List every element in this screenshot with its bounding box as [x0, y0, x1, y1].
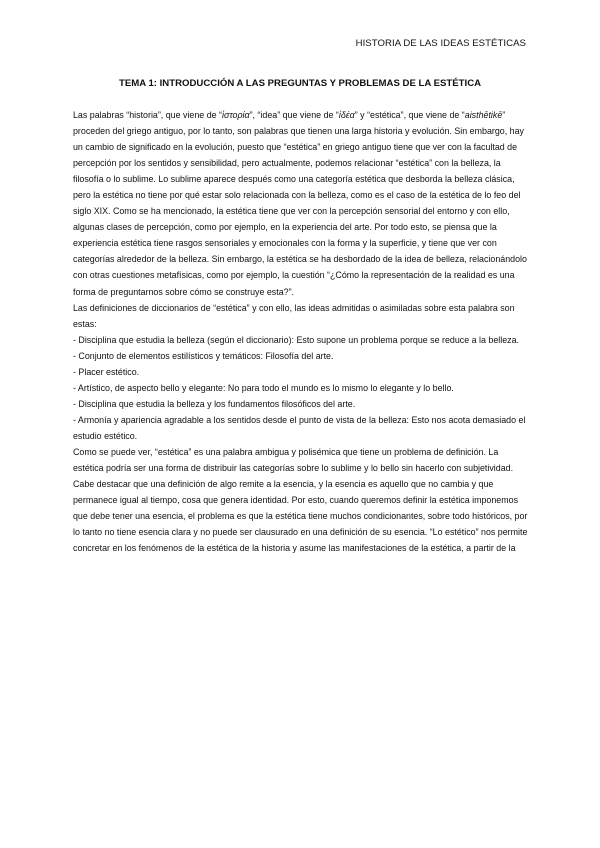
- closing-paragraph: Como se puede ver, “estética” es una palabra ambigua y polisémica que tiene un problema de definición. La estética podría ser una forma de distribuir las categorías sobre lo sublime y lo bello sin hacerlo con subjetividad. Cabe destacar que una definición de algo remite a la esencia, y la esencia es aquello que no cambia y que permanece igual al tiempo, cosa que genera identidad. Por esto, cuando queremos definir la estética imponemos que debe tener una esencia, el problema es que la estética tiene muchos condicionantes, sobre todo históricos, por lo tanto no tiene esencia clara y no puede ser clausurado en una definición de su esencia. “Lo estético” nos permite concretar en los fenómenos de la estética de la historia y asume las manifestaciones de la estética, a partir de la: [73, 446, 528, 554]
- greek-word-historia: ἱστορία: [222, 110, 250, 120]
- definition-item: - Disciplina que estudia la belleza (según el diccionario): Esto supone un problema porque se reduce a la belleza.: [73, 334, 519, 345]
- intro-text-part-4: ” proceden del griego antiguo, por lo tanto, son palabras que tienen una larga historia y evolución. Sin embargo, hay un cambio de significado en la evolución, puesto que “estética” en griego antiguo tiene que ver con la facultad de percepción por los sentidos y sensibilidad, pero actualmente, podemos relacionar “estética” con la belleza, la filosofía o lo sublime. Lo sublime aparece después como una categoría estética que desborda la belleza clásica, pero la estética no tiene por qué estar solo relacionada con la belleza, como es el caso de la estética de lo feo del siglo XIX. Como se ha mencionado, la estética tiene que ver con la percepción sensorial del entorno y con ello, algunas clases de percepción, como por ejemplo, en la experiencia del arte. Por todo esto, se piensa que la experiencia estética tiene rasgos sensoriales y emocionales con la forma y la superficie, y tiene que ver con categorías alrededor de la belleza. Sin embargo, la estética se ha desbordado de la idea de belleza, relacionándolo con otras cuestiones metafísicas, como por ejemplo, la cuestión “¿Cómo la representación de la realidad es una forma de preguntarnos sobre cómo se construye esta?”.: [73, 110, 527, 297]
- intro-text-part-1: Las palabras “historia”, que viene de “: [73, 110, 222, 120]
- intro-paragraph: [73, 107, 528, 300]
- definition-item: - Disciplina que estudia la belleza y los fundamentos filosóficos del arte.: [73, 398, 356, 409]
- intro-text-part-2: ”, “idea” que viene de “: [249, 110, 339, 120]
- definitions-intro: Las definiciones de diccionarios de “estética” y con ello, las ideas admitidas o asimiladas sobre esta palabra son estas:: [73, 302, 515, 329]
- running-header: HISTORIA DE LAS IDEAS ESTÉTICAS: [355, 38, 526, 49]
- definition-item: - Conjunto de elementos estilísticos y temáticos: Filosofía del arte.: [73, 350, 334, 361]
- chapter-title: TEMA 1: INTRODUCCIÓN A LAS PREGUNTAS Y PROBLEMAS DE LA ESTÉTICA: [118, 78, 482, 89]
- definition-item: - Armonía y apariencia agradable a los sentidos desde el punto de vista de la belleza: Esto nos acota demasiado el estudio estético.: [73, 414, 526, 441]
- body-text: [73, 107, 528, 556]
- definition-item: - Artístico, de aspecto bello y elegante: No para todo el mundo es lo mismo lo elegante y lo bello.: [73, 382, 454, 393]
- greek-word-idea: ἰδέα: [338, 110, 355, 120]
- intro-text-part-3: ” y “estética”, que viene de “: [354, 110, 465, 120]
- greek-word-aisthetike: aisthētikē: [464, 110, 503, 120]
- definition-item: - Placer estético.: [73, 366, 140, 377]
